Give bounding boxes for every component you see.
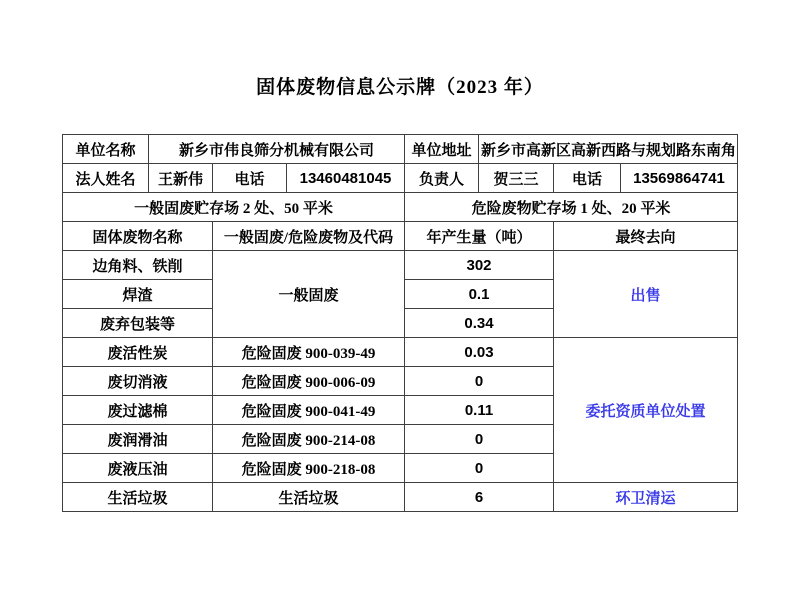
phone1-value: 13460481045: [287, 164, 405, 193]
unit-name-label: 单位名称: [63, 135, 149, 164]
waste-amount: 0.03: [405, 338, 554, 367]
waste-code: 危险固废 900-006-09: [213, 367, 405, 396]
phone1-label: 电话: [213, 164, 287, 193]
legal-person-value: 王新伟: [149, 164, 213, 193]
table-row: [63, 164, 738, 193]
waste-name: 边角料、铁削: [63, 251, 213, 280]
waste-notice-table: [62, 134, 738, 512]
table-row: [63, 193, 738, 222]
waste-code-general: 一般固废: [213, 251, 405, 338]
waste-name: 废弃包装等: [63, 309, 213, 338]
manager-value: 贺三三: [479, 164, 554, 193]
header-waste-code: 一般固废/危险废物及代码: [213, 222, 405, 251]
waste-amount: 0.1: [405, 280, 554, 309]
waste-code: 危险固废 900-041-49: [213, 396, 405, 425]
manager-label: 负责人: [405, 164, 479, 193]
waste-amount: 6: [405, 483, 554, 512]
destination-sanitation: 环卫清运: [554, 483, 738, 512]
waste-name: 废液压油: [63, 454, 213, 483]
phone2-label: 电话: [554, 164, 621, 193]
page-title: 固体废物信息公示牌（2023 年）: [256, 77, 544, 98]
waste-amount: 0: [405, 425, 554, 454]
waste-amount: 302: [405, 251, 554, 280]
phone2-value: 13569864741: [621, 164, 738, 193]
destination-entrusted: 委托资质单位处置: [554, 338, 738, 483]
table-row: [63, 135, 738, 164]
header-waste-name: 固体废物名称: [63, 222, 213, 251]
legal-person-label: 法人姓名: [63, 164, 149, 193]
waste-amount: 0.11: [405, 396, 554, 425]
unit-address-value: 新乡市高新区高新西路与规划路东南角: [479, 135, 738, 164]
waste-amount: 0: [405, 454, 554, 483]
waste-amount: 0.34: [405, 309, 554, 338]
waste-name: 废活性炭: [63, 338, 213, 367]
waste-name: 废润滑油: [63, 425, 213, 454]
waste-name: 废切消液: [63, 367, 213, 396]
unit-name-value: 新乡市伟良筛分机械有限公司: [149, 135, 405, 164]
waste-name: 焊渣: [63, 280, 213, 309]
table-row: [63, 338, 738, 367]
waste-name: 废过滤棉: [63, 396, 213, 425]
waste-amount: 0: [405, 367, 554, 396]
waste-code: 生活垃圾: [213, 483, 405, 512]
unit-address-label: 单位地址: [405, 135, 479, 164]
table-row: [63, 483, 738, 512]
waste-code: 危险固废 900-214-08: [213, 425, 405, 454]
waste-code: 危险固废 900-218-08: [213, 454, 405, 483]
hazardous-storage-info: 危险废物贮存场 1 处、20 平米: [405, 193, 738, 222]
destination-sale: 出售: [554, 251, 738, 338]
table-row: [63, 251, 738, 280]
waste-name: 生活垃圾: [63, 483, 213, 512]
table-header-row: [63, 222, 738, 251]
general-storage-info: 一般固废贮存场 2 处、50 平米: [63, 193, 405, 222]
header-destination: 最终去向: [554, 222, 738, 251]
waste-code: 危险固废 900-039-49: [213, 338, 405, 367]
header-annual-amount: 年产生量（吨）: [405, 222, 554, 251]
